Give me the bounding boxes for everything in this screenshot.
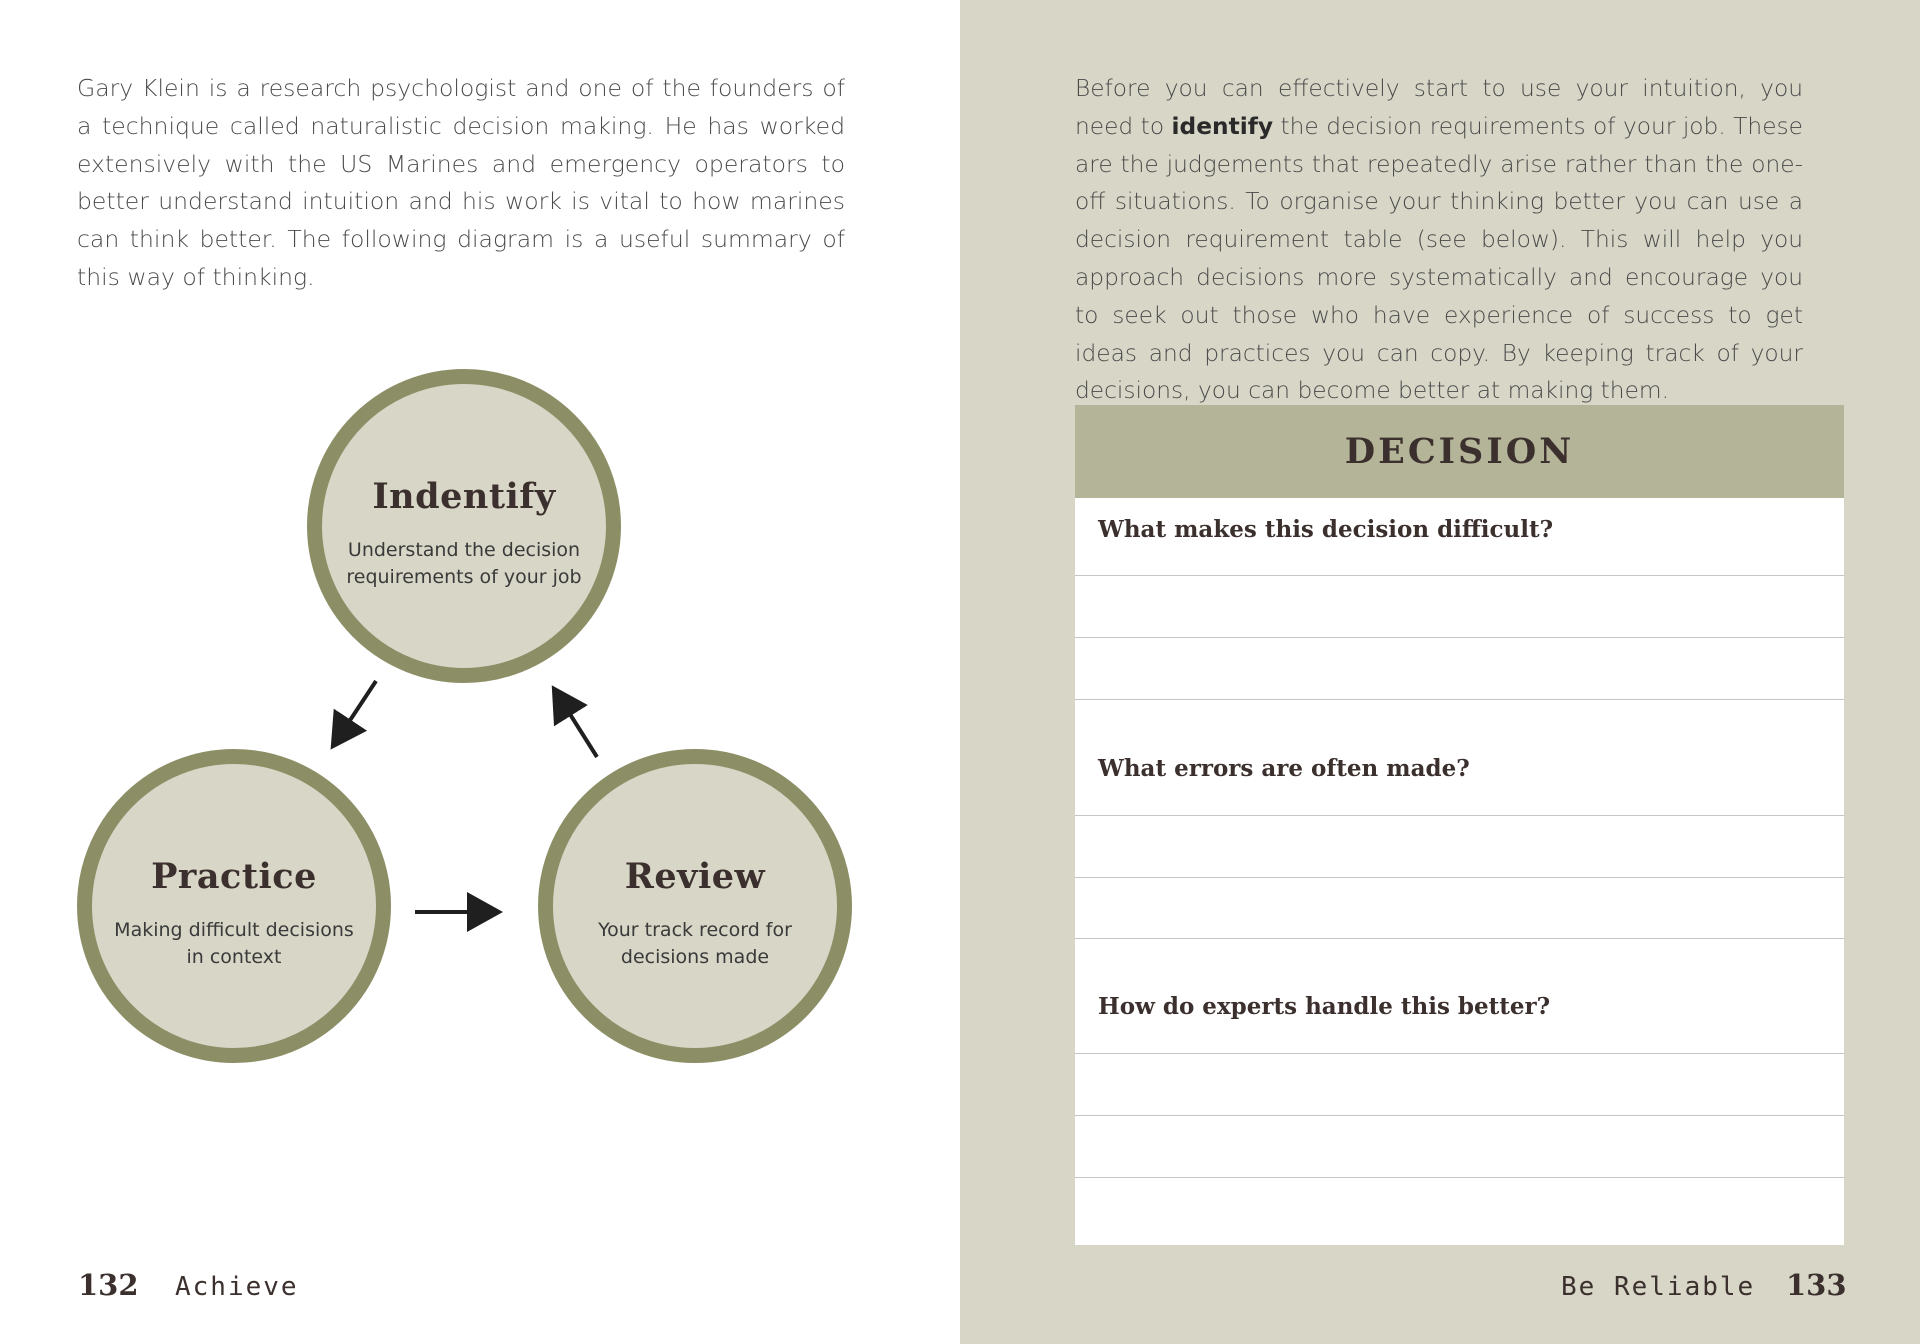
- paragraph-part-1: Before you can effectively start to use your intuition, you need to: [1075, 75, 1803, 140]
- question-difficult: What makes this decision difficult?: [1098, 516, 1554, 543]
- arrow-review-to-identify: [556, 692, 597, 757]
- answer-line: [1075, 877, 1844, 878]
- identify-circle: [307, 369, 621, 683]
- answer-line: [1075, 938, 1844, 939]
- left-section-name: Achieve: [175, 1272, 299, 1302]
- practice-line-1: Making difficult decisions: [114, 919, 354, 941]
- answer-line: [1075, 1177, 1844, 1178]
- answer-line: [1075, 575, 1844, 576]
- arrow-identify-to-practice: [335, 681, 376, 743]
- practice-description: [92, 917, 376, 971]
- practice-circle: [77, 749, 391, 1063]
- answer-line: [1075, 637, 1844, 638]
- right-page-number: 133: [1786, 1268, 1847, 1302]
- intro-paragraph: Gary Klein is a research psychologist and one of the founders of a technique called naturalistic decision making. He has worked extensively with the US Marines and emergency operators to better understand intuition and his work is vital to how marines can think better. The following diagram is a useful summary of this way of thinking.: [77, 74, 845, 291]
- right-page: [960, 0, 1920, 1344]
- answer-line: [1075, 1053, 1844, 1054]
- requirements-paragraph: [1075, 70, 1803, 410]
- left-page-number: 132: [78, 1268, 139, 1302]
- right-section-name: Be Reliable: [1561, 1272, 1756, 1302]
- table-header: DECISION: [1075, 405, 1844, 498]
- review-description: [553, 917, 837, 971]
- question-experts: How do experts handle this better?: [1098, 993, 1551, 1020]
- answer-line: [1075, 815, 1844, 816]
- review-line-1: Your track record for: [598, 919, 792, 941]
- decision-requirement-table: [1075, 405, 1844, 1245]
- question-errors: What errors are often made?: [1098, 755, 1470, 782]
- practice-line-2: in context: [186, 946, 282, 968]
- review-circle: [538, 749, 852, 1063]
- paragraph-part-2: the decision requirements of your job. These are the judgements that repeatedly arise rather than the one-off situations. To organise your thinking better you can use a decision requirement table (see below). This will help you approach decisions more systematically and encourage you to seek out those who have experience of success to get ideas and practices you can copy. By keeping track of your decisions, you can become better at making them.: [1075, 112, 1803, 405]
- review-title: Review: [624, 856, 766, 897]
- identify-title: Indentify: [372, 476, 556, 517]
- review-line-2: decisions made: [620, 946, 770, 968]
- identify-description: [322, 537, 606, 591]
- practice-title: Practice: [151, 856, 317, 897]
- answer-line: [1075, 699, 1844, 700]
- answer-line: [1075, 1115, 1844, 1116]
- identify-line-2: requirements of your job: [346, 566, 582, 588]
- paragraph-emphasis: identify: [1171, 112, 1274, 140]
- identify-line-1: Understand the decision: [347, 539, 581, 561]
